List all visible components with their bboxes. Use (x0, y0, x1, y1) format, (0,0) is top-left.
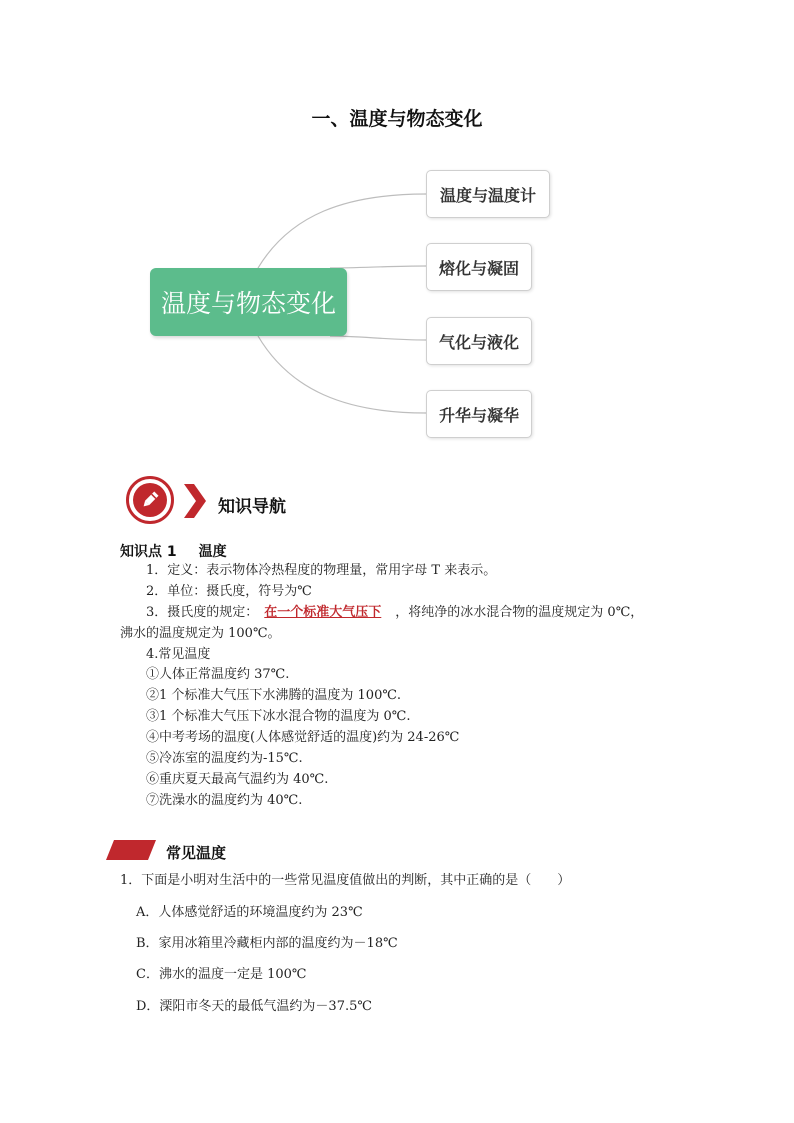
option-b: B．家用冰箱里冷藏柜内部的温度约为－18℃ (136, 936, 398, 951)
chevron-right-icon (182, 482, 208, 520)
common-temp-item: ⑤冷冻室的温度约为-15℃. (146, 751, 303, 766)
celsius-rule-line (146, 603, 643, 623)
knowledge-point-name: 温度 (198, 544, 227, 560)
mindmap-central-node: 温度与物态变化 (150, 268, 347, 336)
mindmap-branch-thermometer: 温度与温度计 (426, 170, 550, 218)
section-marker-shape (106, 840, 156, 860)
mindmap-branch-vaporization: 气化与液化 (426, 317, 532, 365)
mindmap-connectors (0, 0, 794, 460)
mindmap-branch-melting: 熔化与凝固 (426, 243, 532, 291)
question-stem: 1．下面是小明对生活中的一些常见温度值做出的判断，其中正确的是（ ） (120, 873, 571, 888)
unit-line: 2．单位：摄氏度，符号为℃ (146, 584, 312, 599)
common-temp-item: ④中考考场的温度(人体感觉舒适的温度)约为 24-26℃ (146, 730, 460, 745)
option-c: C．沸水的温度一定是 100℃ (136, 967, 307, 982)
option-a: A．人体感觉舒适的环境温度约为 23℃ (136, 905, 363, 920)
common-temp-item: ①人体正常温度约 37℃. (146, 667, 290, 682)
fill-in-answer: 在一个标准大气压下 (264, 605, 382, 620)
celsius-rule-suffix: ，将纯净的冰水混合物的温度规定为 0℃， (395, 605, 644, 620)
knowledge-badge (126, 476, 174, 524)
section-heading: 常见温度 (166, 844, 227, 862)
common-temps-heading: 4.常见温度 (146, 647, 211, 662)
option-d: D．溧阳市冬天的最低气温约为－37.5℃ (136, 999, 372, 1014)
knowledge-point-title (120, 541, 227, 561)
common-temp-item: ③1 个标准大气压下冰水混合物的温度为 0℃. (146, 709, 411, 724)
pencil-icon (139, 489, 161, 511)
knowledge-point-label: 知识点 1 (120, 544, 177, 560)
celsius-rule-continuation: 沸水的温度规定为 100℃。 (120, 626, 281, 641)
celsius-rule-prefix: 3．摄氏度的规定： (146, 605, 259, 620)
common-temp-item: ⑥重庆夏天最高气温约为 40℃. (146, 772, 329, 787)
common-temp-item: ②1 个标准大气压下水沸腾的温度为 100℃. (146, 688, 402, 703)
mindmap-branch-sublimation: 升华与凝华 (426, 390, 532, 438)
definition-line: 1．定义：表示物体冷热程度的物理量，常用字母 T 来表示。 (146, 563, 497, 578)
knowledge-nav-heading: 知识导航 (218, 497, 286, 517)
common-temp-item: ⑦洗澡水的温度约为 40℃. (146, 793, 303, 808)
page-title: 一、温度与物态变化 (311, 108, 483, 130)
